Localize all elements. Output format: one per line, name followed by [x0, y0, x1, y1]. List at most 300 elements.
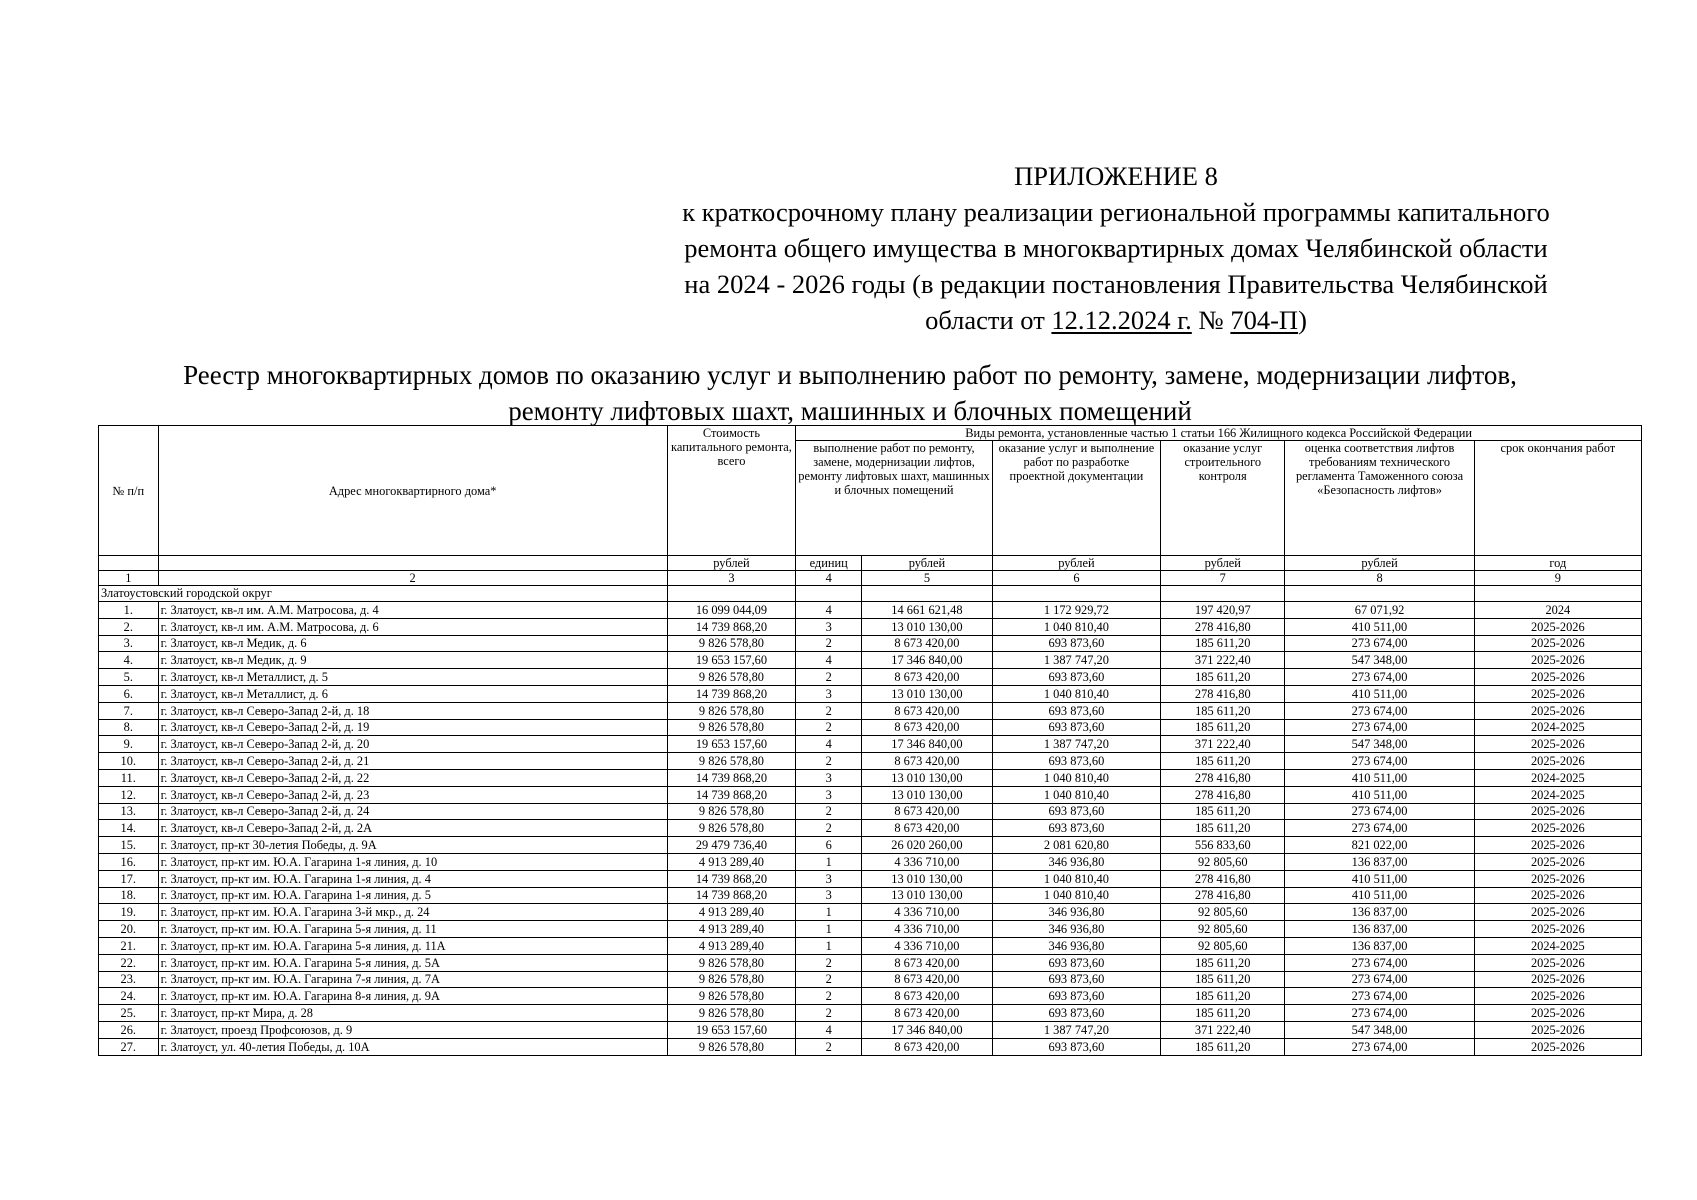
table-row: [99, 803, 1642, 820]
row-total-cost: 4 913 289,40: [667, 904, 796, 921]
row-number: 4.: [99, 652, 159, 669]
row-design-cost: 693 873,60: [992, 1038, 1160, 1055]
row-design-cost: 693 873,60: [992, 971, 1160, 988]
row-lift-cost: 8 673 420,00: [862, 971, 993, 988]
row-design-cost: 1 387 747,20: [992, 1021, 1160, 1038]
row-lift-cost: 8 673 420,00: [862, 753, 993, 770]
row-address: г. Златоуст, пр-кт им. Ю.А. Гагарина 8-я линия, д. 9А: [158, 988, 667, 1005]
row-control-cost: 185 611,20: [1161, 635, 1285, 652]
row-assessment-cost: 410 511,00: [1285, 870, 1474, 887]
row-lift-units: 1: [796, 937, 862, 954]
row-lift-units: 2: [796, 1038, 862, 1055]
row-lift-cost: 17 346 840,00: [862, 1021, 993, 1038]
units-row: [99, 556, 1642, 571]
section-cell-empty: [1285, 586, 1474, 602]
row-lift-cost: 8 673 420,00: [862, 635, 993, 652]
row-assessment-cost: 136 837,00: [1285, 937, 1474, 954]
table-row: [99, 635, 1642, 652]
row-deadline: 2025-2026: [1474, 853, 1641, 870]
row-control-cost: 185 611,20: [1161, 1038, 1285, 1055]
section-cell-empty: [862, 586, 993, 602]
row-number: 2.: [99, 618, 159, 635]
row-lift-units: 2: [796, 988, 862, 1005]
row-number: 9.: [99, 736, 159, 753]
row-address: г. Златоуст, пр-кт им. Ю.А. Гагарина 5-я линия, д. 5А: [158, 954, 667, 971]
row-control-cost: 92 805,60: [1161, 904, 1285, 921]
row-number: 16.: [99, 853, 159, 870]
row-control-cost: 278 416,80: [1161, 887, 1285, 904]
row-design-cost: 693 873,60: [992, 988, 1160, 1005]
table-row: [99, 870, 1642, 887]
header-deadline: срок окончания работ: [1474, 441, 1641, 556]
annex-subtitle-line-1: к краткосрочному плану реализации региональной программы капитального: [682, 197, 1550, 227]
row-total-cost: 14 739 868,20: [667, 870, 796, 887]
row-number: 13.: [99, 803, 159, 820]
row-design-cost: 1 387 747,20: [992, 736, 1160, 753]
row-lift-units: 6: [796, 837, 862, 854]
row-design-cost: 1 172 929,72: [992, 602, 1160, 619]
row-lift-cost: 13 010 130,00: [862, 618, 993, 635]
row-lift-units: 2: [796, 1005, 862, 1022]
row-total-cost: 4 913 289,40: [667, 937, 796, 954]
row-deadline: 2025-2026: [1474, 669, 1641, 686]
resolution-date: 12.12.2024 г.: [1051, 305, 1192, 335]
resolution-number: 704-П: [1230, 305, 1299, 335]
row-design-cost: 2 081 620,80: [992, 837, 1160, 854]
row-lift-cost: 17 346 840,00: [862, 736, 993, 753]
row-number: 15.: [99, 837, 159, 854]
header-lift-works: выполнение работ по ремонту, замене, модернизации лифтов, ремонту лифтовых шахт, машинных и блочных помещений: [796, 441, 993, 556]
row-control-cost: 371 222,40: [1161, 736, 1285, 753]
row-number: 27.: [99, 1038, 159, 1055]
row-assessment-cost: 273 674,00: [1285, 719, 1474, 736]
row-address: г. Златоуст, кв-л им. А.М. Матросова, д. 4: [158, 602, 667, 619]
unit-deadline: год: [1474, 556, 1641, 571]
row-total-cost: 9 826 578,80: [667, 988, 796, 1005]
row-address: г. Златоуст, пр-кт Мира, д. 28: [158, 1005, 667, 1022]
row-lift-cost: 13 010 130,00: [862, 887, 993, 904]
row-lift-units: 2: [796, 635, 862, 652]
row-assessment-cost: 136 837,00: [1285, 921, 1474, 938]
row-lift-cost: 8 673 420,00: [862, 719, 993, 736]
table-row: [99, 837, 1642, 854]
row-deadline: 2025-2026: [1474, 971, 1641, 988]
row-lift-units: 2: [796, 669, 862, 686]
row-number: 21.: [99, 937, 159, 954]
table-row: [99, 887, 1642, 904]
row-address: г. Златоуст, кв-л Северо-Запад 2-й, д. 20: [158, 736, 667, 753]
row-design-cost: 693 873,60: [992, 954, 1160, 971]
row-address: г. Златоуст, кв-л Металлист, д. 6: [158, 685, 667, 702]
table-row: [99, 618, 1642, 635]
row-assessment-cost: 410 511,00: [1285, 769, 1474, 786]
row-lift-cost: 8 673 420,00: [862, 702, 993, 719]
unit-design: рублей: [992, 556, 1160, 571]
row-lift-cost: 13 010 130,00: [862, 870, 993, 887]
table-row: [99, 652, 1642, 669]
unit-lift-rub: рублей: [862, 556, 993, 571]
row-number: 3.: [99, 635, 159, 652]
row-lift-cost: 26 020 260,00: [862, 837, 993, 854]
row-total-cost: 4 913 289,40: [667, 853, 796, 870]
header-num: № п/п: [99, 426, 159, 556]
row-control-cost: 371 222,40: [1161, 1021, 1285, 1038]
row-design-cost: 693 873,60: [992, 719, 1160, 736]
table-row: [99, 719, 1642, 736]
row-total-cost: 9 826 578,80: [667, 635, 796, 652]
row-number: 14.: [99, 820, 159, 837]
column-number: 5: [862, 571, 993, 586]
table-row: [99, 753, 1642, 770]
column-number: 9: [1474, 571, 1641, 586]
unit-lift-units: единиц: [796, 556, 862, 571]
section-cell-empty: [796, 586, 862, 602]
table-row: [99, 820, 1642, 837]
row-assessment-cost: 547 348,00: [1285, 1021, 1474, 1038]
row-design-cost: 1 040 810,40: [992, 618, 1160, 635]
row-total-cost: 29 479 736,40: [667, 837, 796, 854]
row-lift-units: 4: [796, 652, 862, 669]
row-design-cost: 693 873,60: [992, 803, 1160, 820]
row-control-cost: 185 611,20: [1161, 988, 1285, 1005]
row-total-cost: 9 826 578,80: [667, 1038, 796, 1055]
row-control-cost: 185 611,20: [1161, 753, 1285, 770]
row-lift-cost: 8 673 420,00: [862, 1005, 993, 1022]
row-total-cost: 9 826 578,80: [667, 669, 796, 686]
row-assessment-cost: 273 674,00: [1285, 635, 1474, 652]
row-control-cost: 197 420,97: [1161, 602, 1285, 619]
row-total-cost: 9 826 578,80: [667, 971, 796, 988]
row-number: 17.: [99, 870, 159, 887]
row-deadline: 2025-2026: [1474, 803, 1641, 820]
row-design-cost: 693 873,60: [992, 820, 1160, 837]
row-lift-cost: 13 010 130,00: [862, 786, 993, 803]
row-design-cost: 346 936,80: [992, 921, 1160, 938]
row-lift-units: 4: [796, 736, 862, 753]
table-row: [99, 1021, 1642, 1038]
row-total-cost: 16 099 044,09: [667, 602, 796, 619]
header-control: оказание услуг строительного контроля: [1161, 441, 1285, 556]
header-repair-types: Виды ремонта, установленные частью 1 статьи 166 Жилищного кодекса Российской Федерации: [796, 426, 1642, 441]
row-control-cost: 92 805,60: [1161, 853, 1285, 870]
row-lift-units: 2: [796, 803, 862, 820]
row-address: г. Златоуст, пр-кт им. Ю.А. Гагарина 1-я линия, д. 4: [158, 870, 667, 887]
section-cell-empty: [992, 586, 1160, 602]
row-design-cost: 346 936,80: [992, 904, 1160, 921]
row-total-cost: 9 826 578,80: [667, 1005, 796, 1022]
row-lift-cost: 4 336 710,00: [862, 921, 993, 938]
row-total-cost: 19 653 157,60: [667, 1021, 796, 1038]
row-lift-units: 1: [796, 904, 862, 921]
row-number: 12.: [99, 786, 159, 803]
row-design-cost: 1 040 810,40: [992, 685, 1160, 702]
row-total-cost: 14 739 868,20: [667, 618, 796, 635]
row-assessment-cost: 273 674,00: [1285, 1038, 1474, 1055]
row-lift-units: 3: [796, 870, 862, 887]
row-total-cost: 9 826 578,80: [667, 820, 796, 837]
table-row: [99, 971, 1642, 988]
row-deadline: 2025-2026: [1474, 1038, 1641, 1055]
row-lift-cost: 13 010 130,00: [862, 685, 993, 702]
row-lift-cost: 8 673 420,00: [862, 669, 993, 686]
row-deadline: 2025-2026: [1474, 1005, 1641, 1022]
column-number: 1: [99, 571, 159, 586]
table-row: [99, 685, 1642, 702]
row-control-cost: 278 416,80: [1161, 786, 1285, 803]
row-number: 10.: [99, 753, 159, 770]
row-control-cost: 92 805,60: [1161, 937, 1285, 954]
row-design-cost: 693 873,60: [992, 635, 1160, 652]
row-lift-units: 3: [796, 618, 862, 635]
row-address: г. Златоуст, ул. 40-летия Победы, д. 10А: [158, 1038, 667, 1055]
row-deadline: 2025-2026: [1474, 904, 1641, 921]
annex-subtitle-line-2: ремонта общего имущества в многоквартирных домах Челябинской области: [684, 233, 1548, 263]
header-assessment: оценка соответствия лифтов требованиям технического регламента Таможенного союза «Безопасность лифтов»: [1285, 441, 1474, 556]
row-control-cost: 92 805,60: [1161, 921, 1285, 938]
row-address: г. Златоуст, проезд Профсоюзов, д. 9: [158, 1021, 667, 1038]
row-lift-units: 2: [796, 971, 862, 988]
row-assessment-cost: 136 837,00: [1285, 904, 1474, 921]
row-lift-units: 1: [796, 853, 862, 870]
document-title: [60, 357, 1640, 429]
row-assessment-cost: 273 674,00: [1285, 988, 1474, 1005]
row-deadline: 2024-2025: [1474, 937, 1641, 954]
row-total-cost: 14 739 868,20: [667, 786, 796, 803]
row-assessment-cost: 273 674,00: [1285, 753, 1474, 770]
table-row: [99, 853, 1642, 870]
row-design-cost: 1 040 810,40: [992, 887, 1160, 904]
row-address: г. Златоуст, кв-л Северо-Запад 2-й, д. 19: [158, 719, 667, 736]
row-lift-units: 3: [796, 769, 862, 786]
unit-control: рублей: [1161, 556, 1285, 571]
row-address: г. Златоуст, кв-л Медик, д. 9: [158, 652, 667, 669]
row-control-cost: 371 222,40: [1161, 652, 1285, 669]
row-number: 19.: [99, 904, 159, 921]
line4-prefix: области от: [925, 305, 1052, 335]
row-address: г. Златоуст, пр-кт им. Ю.А. Гагарина 5-я линия, д. 11: [158, 921, 667, 938]
row-design-cost: 1 040 810,40: [992, 769, 1160, 786]
row-total-cost: 9 826 578,80: [667, 803, 796, 820]
row-number: 5.: [99, 669, 159, 686]
row-address: г. Златоуст, пр-кт им. Ю.А. Гагарина 3-й мкр., д. 24: [158, 904, 667, 921]
row-assessment-cost: 136 837,00: [1285, 853, 1474, 870]
row-deadline: 2025-2026: [1474, 837, 1641, 854]
annex-header: [600, 158, 1632, 338]
row-lift-units: 4: [796, 1021, 862, 1038]
row-lift-cost: 4 336 710,00: [862, 904, 993, 921]
document-title-line-2: ремонту лифтовых шахт, машинных и блочных помещений: [508, 396, 1192, 426]
row-deadline: 2025-2026: [1474, 702, 1641, 719]
row-assessment-cost: 273 674,00: [1285, 820, 1474, 837]
row-assessment-cost: 410 511,00: [1285, 786, 1474, 803]
row-design-cost: 346 936,80: [992, 853, 1160, 870]
row-lift-cost: 17 346 840,00: [862, 652, 993, 669]
row-deadline: 2024-2025: [1474, 786, 1641, 803]
row-number: 26.: [99, 1021, 159, 1038]
row-lift-cost: 8 673 420,00: [862, 820, 993, 837]
section-title: Златоустовский городской округ: [99, 586, 668, 602]
unit-cell-empty: [99, 556, 159, 571]
row-number: 24.: [99, 988, 159, 1005]
row-deadline: 2025-2026: [1474, 988, 1641, 1005]
row-lift-cost: 4 336 710,00: [862, 937, 993, 954]
header-design: оказание услуг и выполнение работ по разработке проектной документации: [992, 441, 1160, 556]
row-assessment-cost: 410 511,00: [1285, 685, 1474, 702]
row-control-cost: 185 611,20: [1161, 1005, 1285, 1022]
table-row: [99, 736, 1642, 753]
row-address: г. Златоуст, кв-л Северо-Запад 2-й, д. 22: [158, 769, 667, 786]
row-assessment-cost: 273 674,00: [1285, 1005, 1474, 1022]
row-address: г. Златоуст, кв-л Северо-Запад 2-й, д. 24: [158, 803, 667, 820]
unit-assessment: рублей: [1285, 556, 1474, 571]
unit-cost: рублей: [667, 556, 796, 571]
row-total-cost: 9 826 578,80: [667, 702, 796, 719]
annex-title: ПРИЛОЖЕНИЕ 8: [1014, 161, 1218, 191]
row-lift-cost: 8 673 420,00: [862, 954, 993, 971]
column-number: 7: [1161, 571, 1285, 586]
row-address: г. Златоуст, пр-кт им. Ю.А. Гагарина 1-я линия, д. 10: [158, 853, 667, 870]
row-design-cost: 346 936,80: [992, 937, 1160, 954]
table-row: [99, 954, 1642, 971]
row-address: г. Златоуст, пр-кт им. Ю.А. Гагарина 5-я линия, д. 11А: [158, 937, 667, 954]
row-total-cost: 9 826 578,80: [667, 954, 796, 971]
row-address: г. Златоуст, пр-кт им. Ю.А. Гагарина 7-я линия, д. 7А: [158, 971, 667, 988]
row-assessment-cost: 410 511,00: [1285, 887, 1474, 904]
row-address: г. Златоуст, кв-л Медик, д. 6: [158, 635, 667, 652]
row-assessment-cost: 67 071,92: [1285, 602, 1474, 619]
row-deadline: 2025-2026: [1474, 685, 1641, 702]
unit-cell-empty: [158, 556, 667, 571]
row-deadline: 2024-2025: [1474, 719, 1641, 736]
table-row: [99, 988, 1642, 1005]
registry-table-body: [99, 426, 1642, 1056]
row-number: 1.: [99, 602, 159, 619]
row-deadline: 2025-2026: [1474, 921, 1641, 938]
row-design-cost: 1 040 810,40: [992, 786, 1160, 803]
section-cell-empty: [1161, 586, 1285, 602]
row-deadline: 2025-2026: [1474, 954, 1641, 971]
table-row: [99, 702, 1642, 719]
table-row: [99, 904, 1642, 921]
row-deadline: 2024-2025: [1474, 769, 1641, 786]
section-cell-empty: [1474, 586, 1641, 602]
row-lift-units: 1: [796, 921, 862, 938]
column-number: 2: [158, 571, 667, 586]
row-total-cost: 9 826 578,80: [667, 753, 796, 770]
row-deadline: 2024: [1474, 602, 1641, 619]
row-lift-cost: 8 673 420,00: [862, 803, 993, 820]
header-address: Адрес многоквартирного дома*: [158, 426, 667, 556]
table-row: [99, 786, 1642, 803]
row-control-cost: 185 611,20: [1161, 702, 1285, 719]
row-number: 11.: [99, 769, 159, 786]
row-address: г. Златоуст, кв-л Северо-Запад 2-й, д. 2А: [158, 820, 667, 837]
row-lift-cost: 4 336 710,00: [862, 853, 993, 870]
row-total-cost: 19 653 157,60: [667, 736, 796, 753]
document-title-line-1: Реестр многоквартирных домов по оказанию услуг и выполнению работ по ремонту, замене, модернизации лифтов,: [183, 360, 1517, 390]
row-address: г. Златоуст, кв-л Северо-Запад 2-й, д. 21: [158, 753, 667, 770]
row-total-cost: 4 913 289,40: [667, 921, 796, 938]
row-lift-units: 2: [796, 702, 862, 719]
table-row: [99, 1005, 1642, 1022]
row-control-cost: 185 611,20: [1161, 719, 1285, 736]
row-assessment-cost: 273 674,00: [1285, 702, 1474, 719]
column-number: 4: [796, 571, 862, 586]
section-cell-empty: [667, 586, 796, 602]
line4-separator: №: [1191, 305, 1231, 335]
header-row-1: [99, 426, 1642, 441]
row-deadline: 2025-2026: [1474, 618, 1641, 635]
row-address: г. Златоуст, кв-л Северо-Запад 2-й, д. 18: [158, 702, 667, 719]
table-row: [99, 669, 1642, 686]
row-control-cost: 278 416,80: [1161, 618, 1285, 635]
column-number: 8: [1285, 571, 1474, 586]
row-assessment-cost: 547 348,00: [1285, 736, 1474, 753]
row-address: г. Златоуст, пр-кт 30-летия Победы, д. 9А: [158, 837, 667, 854]
row-lift-cost: 13 010 130,00: [862, 769, 993, 786]
row-design-cost: 693 873,60: [992, 753, 1160, 770]
row-control-cost: 185 611,20: [1161, 820, 1285, 837]
row-control-cost: 185 611,20: [1161, 803, 1285, 820]
table-row: [99, 769, 1642, 786]
row-lift-units: 3: [796, 786, 862, 803]
annex-subtitle-line-3: на 2024 - 2026 годы (в редакции постановления Правительства Челябинской: [684, 269, 1548, 299]
row-number: 7.: [99, 702, 159, 719]
line4-suffix: ): [1298, 305, 1307, 335]
row-deadline: 2025-2026: [1474, 652, 1641, 669]
row-assessment-cost: 273 674,00: [1285, 669, 1474, 686]
row-design-cost: 693 873,60: [992, 1005, 1160, 1022]
table-row: [99, 602, 1642, 619]
row-lift-cost: 14 661 621,48: [862, 602, 993, 619]
column-numbers-row: [99, 571, 1642, 586]
row-number: 18.: [99, 887, 159, 904]
table-row: [99, 1038, 1642, 1055]
row-address: г. Златоуст, кв-л им. А.М. Матросова, д. 6: [158, 618, 667, 635]
row-deadline: 2025-2026: [1474, 887, 1641, 904]
row-deadline: 2025-2026: [1474, 635, 1641, 652]
row-deadline: 2025-2026: [1474, 736, 1641, 753]
row-control-cost: 185 611,20: [1161, 954, 1285, 971]
column-number: 6: [992, 571, 1160, 586]
row-address: г. Златоуст, кв-л Северо-Запад 2-й, д. 23: [158, 786, 667, 803]
row-deadline: 2025-2026: [1474, 820, 1641, 837]
row-total-cost: 14 739 868,20: [667, 769, 796, 786]
registry-table: [98, 425, 1642, 1056]
row-lift-units: 2: [796, 954, 862, 971]
row-number: 8.: [99, 719, 159, 736]
row-control-cost: 278 416,80: [1161, 870, 1285, 887]
table-row: [99, 921, 1642, 938]
row-assessment-cost: 273 674,00: [1285, 954, 1474, 971]
annex-subtitle-line-4: [600, 302, 1632, 338]
row-deadline: 2025-2026: [1474, 753, 1641, 770]
row-address: г. Златоуст, кв-л Металлист, д. 5: [158, 669, 667, 686]
column-number: 3: [667, 571, 796, 586]
row-total-cost: 14 739 868,20: [667, 685, 796, 702]
row-control-cost: 185 611,20: [1161, 669, 1285, 686]
row-control-cost: 278 416,80: [1161, 769, 1285, 786]
row-control-cost: 556 833,60: [1161, 837, 1285, 854]
row-lift-units: 2: [796, 719, 862, 736]
row-deadline: 2025-2026: [1474, 1021, 1641, 1038]
row-lift-units: 4: [796, 602, 862, 619]
row-control-cost: 185 611,20: [1161, 971, 1285, 988]
section-row: [99, 586, 1642, 602]
row-lift-units: 3: [796, 685, 862, 702]
row-total-cost: 19 653 157,60: [667, 652, 796, 669]
header-cost: Стоимость капитального ремонта, всего: [667, 426, 796, 556]
